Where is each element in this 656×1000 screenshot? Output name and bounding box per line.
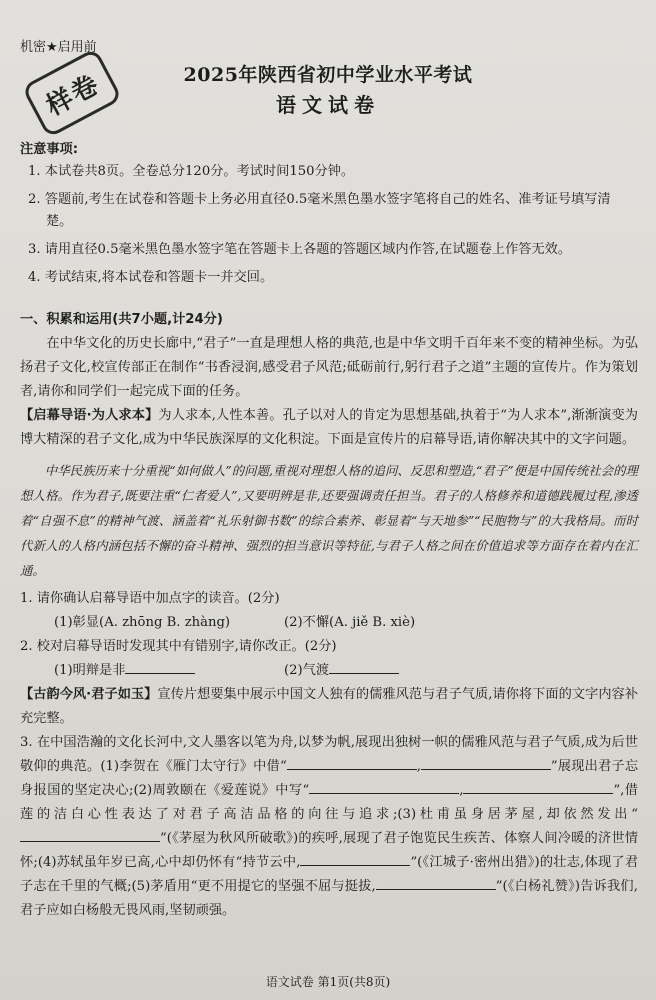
notice-item: 2. 答题前,考生在试卷和答题卡上务必用直径0.5毫米黑色墨水签字笔将自己的姓名、准考证号填写清楚。: [28, 192, 611, 229]
page-footer: 语文试卷 第1页(共8页): [265, 975, 391, 989]
answer-blank[interactable]: [20, 827, 160, 842]
part2-text: 宣传片想要集中展示中国文人独有的儒雅风范与君子气质,请你将下面的文字内容补充完整。: [20, 687, 638, 726]
q3-text-f: ”(《白杨礼赞》)告诉我们,君子应如白杨般无畏风雨,坚韧顽强。: [20, 879, 638, 918]
q3-text-c: ”,借莲的洁白心性表达了对君子高洁品格的向往与追求;(3)杜甫虽身居茅屋,却依然发出“: [20, 783, 638, 822]
question-1: 1. 请你确认启幕导语中加点字的读音。(2分): [20, 591, 280, 606]
question-2-options: [20, 659, 638, 683]
part2-paragraph: [20, 683, 638, 731]
answer-blank[interactable]: [463, 779, 613, 794]
opening-guide-text: 中华民族历来十分重视“如何做人”的问题,重视对理想人格的追问、反思和塑造,“君子”便是中国传统社会的理想人格。作为君子,既要注重“仁者爱人”,又要明辨是非,还要强调责任担当。君子的人格修养和道德践履过程,渗透着“自强不息”的精神气渡、涵盖着“礼乐射御书数”的综合素养、彰显着“与天地参”“民胞物与”的大我格局。而时代新人的人格内涵包括不懈的奋斗精神、强烈的担当意识等特征,与君子人格之间在价值追求等方面存在着内在汇通。: [20, 463, 638, 578]
answer-blank[interactable]: [329, 659, 399, 674]
exam-title: 2025年陕西省初中学业水平考试: [183, 64, 473, 86]
answer-blank[interactable]: [376, 875, 496, 890]
q3-text-e: ”(《江城子·密州出猎》)的壮志,体现了君子志在千里的气概;(5)茅盾用“更不用提它的坚强不屈与挺拔,: [20, 855, 639, 894]
confidential-label: 机密★启用前: [20, 40, 97, 55]
q3-text-b: ”展现出君子忘身报国的坚定决心;(2)周敦颐在《爱莲说》中写“: [20, 759, 639, 798]
notice-item: 3. 请用直径0.5毫米黑色墨水签字笔在答题卡上各题的答题区域内作答,在试题卷上作答无效。: [28, 242, 572, 257]
section-one: [20, 308, 638, 923]
notice-block: [20, 139, 634, 295]
notice-item: 4. 考试结束,将本试卷和答题卡一并交回。: [28, 270, 274, 285]
answer-blank[interactable]: [421, 755, 551, 770]
q2-item-2: [284, 659, 399, 683]
q1-option-2: (2)不懈(A. jiě B. xiè): [284, 615, 416, 630]
part2-label: 【古韵今风·君子如玉】: [20, 687, 158, 702]
answer-blank[interactable]: [300, 851, 410, 866]
q2-item-1-label: (1)明辩是非: [54, 663, 126, 678]
question-1-options: [20, 611, 638, 635]
q1-option-1: (1)彰显(A. zhōng B. zhàng): [54, 615, 231, 630]
notice-item: 1. 本试卷共8页。全卷总分120分。考试时间150分钟。: [28, 164, 355, 179]
section-heading: 一、积累和运用(共7小题,计24分): [20, 312, 223, 327]
notice-heading: 注意事项:: [20, 142, 79, 157]
stamp-text: 样卷: [41, 68, 105, 122]
answer-blank[interactable]: [309, 779, 459, 794]
part1-text: 为人求本,人性本善。孔子以对人的肯定为思想基础,执着于“为人求本”,渐渐演变为博大精深的君子文化,成为中华民族深厚的文化积淀。下面是宣传片的启幕导语,请你解决其中的文字问题。: [20, 408, 638, 447]
part1-label: 【启幕导语·为人求本】: [20, 408, 159, 423]
answer-blank[interactable]: [287, 755, 417, 770]
part1-paragraph: [20, 404, 638, 452]
section-intro: 在中华文化的历史长廊中,“君子”一直是理想人格的典范,也是中华文明千百年来不变的精神坐标。为弘扬君子文化,校宣传部正在制作“书香浸润,感受君子风范;砥砺前行,躬行君子之道”主题的宣传片。作为策划者,请你和同学们一起完成下面的任务。: [20, 336, 638, 399]
answer-blank[interactable]: [125, 659, 195, 674]
q3-text-d: ”(《茅屋为秋风所破歌》)的疾呼,展现了君子饱览民生疾苦、体察人间冷暖的济世情怀;(4)苏轼虽年岁已高,心中却仍怀有“持节云中,: [20, 831, 638, 870]
question-3: 3. 在中国浩瀚的文化长河中,文人墨客以笔为舟,以梦为帆,展现出独树一帜的儒雅风范与君子气质,成为后世敬仰的典范。(1)李贺在《雁门太守行》中借“ , ”展现出君子忘身报国的坚定决心;(2)周敦颐在《爱莲说》中写“ , ”,借莲的洁白心性表达了对君子高洁品格的向往与追求;(3)杜甫虽身居茅屋,却依然发出“”(《茅屋为秋风所破歌》)的疾呼,展现了君子饱览民生疾苦、体察人间冷暖的济世情怀;(4)苏轼虽年岁已高,心中却仍怀有“持节云中, ”(《江城子·密州出猎》)的壮志,体现了君子志在千里的气概;(5)茅盾用“更不用提它的坚强不屈与挺拔, ”(《白杨礼赞》)告诉我们,君子应如白杨般无畏风雨,坚韧顽强。: [20, 735, 639, 918]
exam-subtitle: 语文试卷: [276, 93, 380, 117]
q3-text-a: 3. 在中国浩瀚的文化长河中,文人墨客以笔为舟,以梦为帆,展现出独树一帜的儒雅风范与君子气质,成为后世敬仰的典范。(1)李贺在《雁门太守行》中借“: [20, 735, 638, 774]
q2-item-2-label: (2)气渡: [284, 663, 330, 678]
question-2: 2. 校对启幕导语时发现其中有错别字,请你改正。(2分): [20, 639, 337, 654]
q2-item-1: [54, 659, 284, 683]
